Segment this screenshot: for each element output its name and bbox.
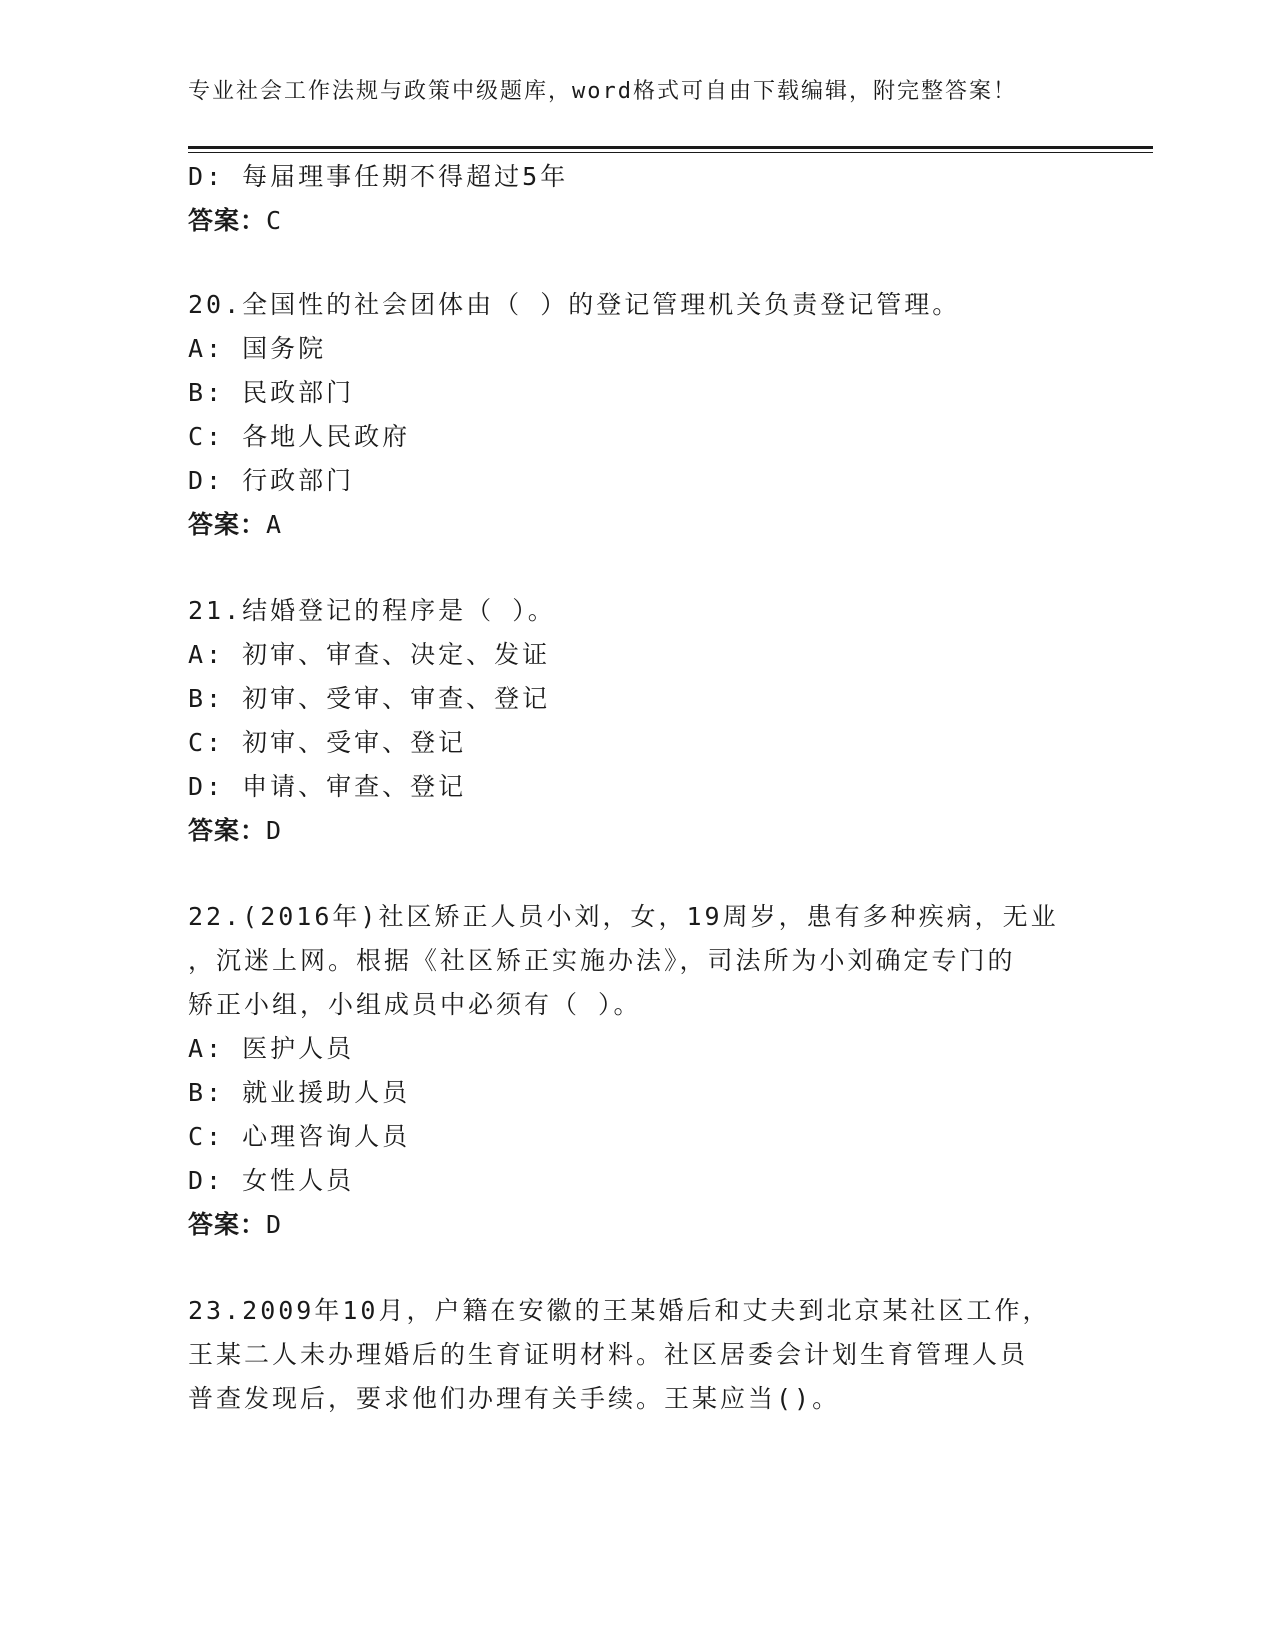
question-23-stem-line-1: 23.2009年10月，户籍在安徽的王某婚后和丈夫到北京某社区工作， bbox=[188, 1296, 1051, 1325]
question-20-answer bbox=[188, 510, 282, 540]
option-d: D: 每届理事任期不得超过5年 bbox=[188, 162, 569, 191]
question-20-option-a: A: 国务院 bbox=[188, 334, 327, 363]
question-22-stem-line-2: ，沉迷上网。根据《社区矫正实施办法》，司法所为小刘确定专门的 bbox=[188, 946, 1016, 975]
question-23-stem-line-2: 王某二人未办理婚后的生育证明材料。社区居委会计划生育管理人员 bbox=[188, 1340, 1029, 1369]
question-21-stem: 21.结婚登记的程序是（ ）。 bbox=[188, 596, 556, 625]
question-22-stem-line-1: 22.(2016年)社区矫正人员小刘，女，19周岁，患有多种疾病，无业 bbox=[188, 902, 1059, 931]
question-22-stem-line-3: 矫正小组，小组成员中必须有（ ）。 bbox=[188, 990, 642, 1019]
question-21-answer bbox=[188, 816, 282, 846]
question-20-option-d: D: 行政部门 bbox=[188, 466, 355, 495]
answer-label: 答案： bbox=[188, 816, 267, 845]
question-21-option-a: A: 初审、审查、决定、发证 bbox=[188, 640, 551, 669]
question-20-option-b: B: 民政部门 bbox=[188, 378, 355, 407]
answer-value: D bbox=[266, 816, 283, 845]
question-21-option-b: B: 初审、受审、审查、登记 bbox=[188, 684, 551, 713]
question-20-stem: 20.全国性的社会团体由（ ）的登记管理机关负责登记管理。 bbox=[188, 290, 961, 319]
question-22-answer bbox=[188, 1210, 282, 1240]
header-rule-thin bbox=[188, 152, 1153, 153]
answer-value: C bbox=[266, 206, 283, 235]
header-rule-thick bbox=[188, 146, 1153, 149]
question-21-option-d: D: 申请、审查、登记 bbox=[188, 772, 467, 801]
answer-value: A bbox=[266, 510, 283, 539]
page-header: 专业社会工作法规与政策中级题库，word格式可自由下载编辑，附完整答案！ bbox=[188, 79, 1017, 104]
answer-label: 答案： bbox=[188, 510, 267, 539]
question-22-option-c: C: 心理咨询人员 bbox=[188, 1122, 411, 1151]
question-23-stem-line-3: 普查发现后，要求他们办理有关手续。王某应当()。 bbox=[188, 1384, 841, 1413]
question-22-option-b: B: 就业援助人员 bbox=[188, 1078, 411, 1107]
answer-value: D bbox=[266, 1210, 283, 1239]
question-22-option-d: D: 女性人员 bbox=[188, 1166, 355, 1195]
question-20-option-c: C: 各地人民政府 bbox=[188, 422, 411, 451]
question-21-option-c: C: 初审、受审、登记 bbox=[188, 728, 467, 757]
question-22-option-a: A: 医护人员 bbox=[188, 1034, 355, 1063]
answer-line bbox=[188, 206, 282, 236]
answer-label: 答案： bbox=[188, 206, 267, 235]
answer-label: 答案： bbox=[188, 1210, 267, 1239]
